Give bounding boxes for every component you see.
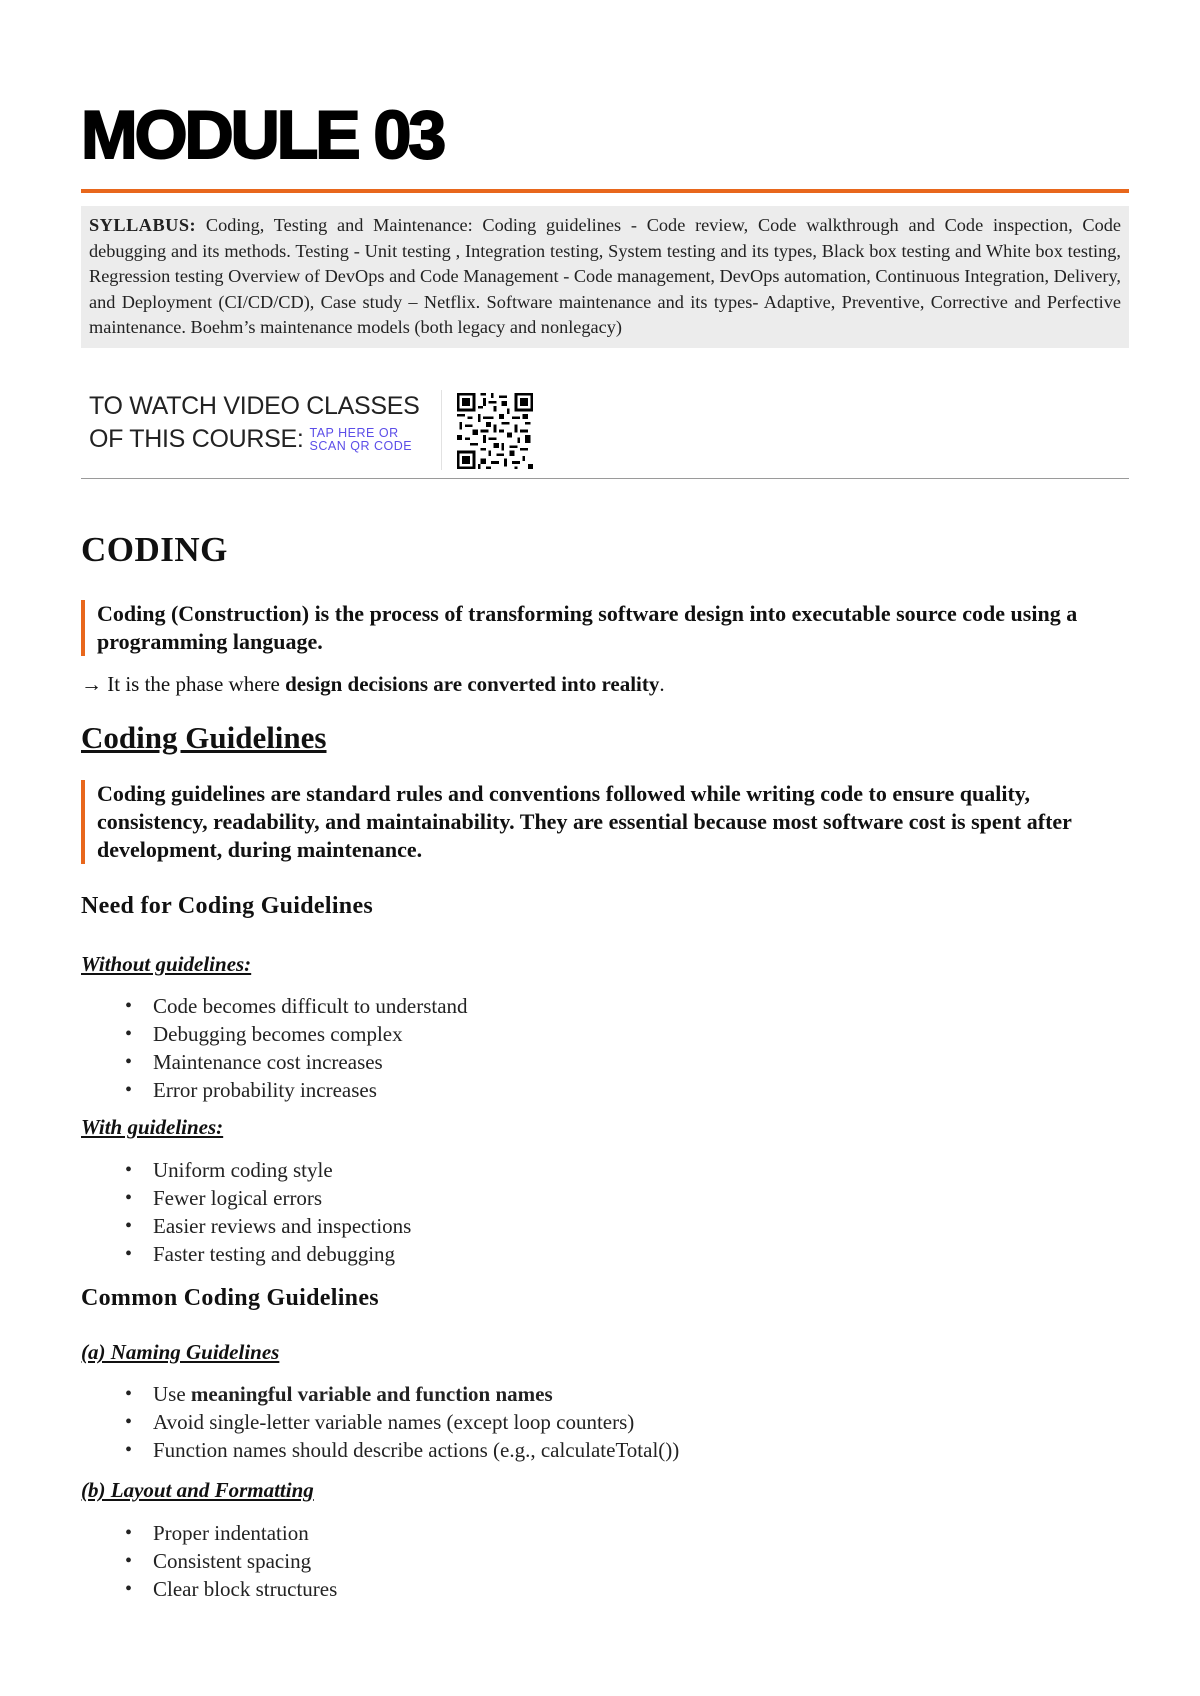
naming-item1-bold: meaningful variable and function names — [190, 1382, 553, 1406]
module-title: MODULE 03 — [81, 97, 444, 173]
coding-phase-note — [81, 670, 665, 698]
title-divider — [81, 189, 1129, 193]
syllabus-box — [81, 206, 1129, 348]
list-item: • Error probability increases — [125, 1076, 468, 1104]
list-item: • Easier reviews and inspections — [125, 1212, 411, 1240]
syllabus-text: Coding, Testing and Maintenance: Coding guidelines - Code review, Code walkthrough and Code inspection, Code debugging and its methods. Testing - Unit testing , Integration testing, System testing and its types, Black box testing and White box testing, Regression testing Overview of DevOps and Code Management - Code management, DevOps automation, Continuous Integration, Delivery, and Deployment (CI/CD/CD), Case study – Netflix. Software maintenance and its types- Adaptive, Preventive, Corrective and Perfective maintenance. Boehm’s maintenance models (both legacy and nonlegacy) — [89, 215, 1121, 337]
coding-guidelines-heading: Coding Guidelines — [81, 720, 327, 755]
without-guidelines-label: Without guidelines: — [81, 952, 252, 976]
list-item: • Faster testing and debugging — [125, 1240, 411, 1268]
list-item: • Uniform coding style — [125, 1156, 411, 1184]
list-item: • Proper indentation — [125, 1519, 337, 1547]
layout-formatting-list — [125, 1519, 337, 1603]
list-item: • Consistent spacing — [125, 1547, 337, 1575]
qr-code-icon[interactable] — [457, 393, 533, 469]
list-item: • Avoid single-letter variable names (except loop counters) — [125, 1408, 679, 1436]
banner-separator — [441, 390, 442, 470]
video-banner-line1: TO WATCH VIDEO CLASSES — [89, 392, 420, 420]
video-banner-line2: OF THIS COURSE: — [89, 425, 304, 453]
list-item: • Function names should describe actions (e.g., calculateTotal()) — [125, 1436, 679, 1464]
without-guidelines-list — [125, 992, 468, 1104]
coding-definition-callout: Coding (Construction) is the process of transforming software design into executable source code using a programming language. — [81, 600, 1127, 656]
guidelines-definition-callout: Coding guidelines are standard rules and conventions followed while writing code to ensure quality, consistency, readability, and maintainability. They are essential because most software cost is spent after development, during maintenance. — [81, 780, 1129, 864]
section-divider — [81, 478, 1129, 479]
list-item: • Debugging becomes complex — [125, 1020, 468, 1048]
common-guidelines-heading: Common Coding Guidelines — [81, 1285, 379, 1311]
list-item — [125, 1380, 679, 1408]
coding-heading: CODING — [81, 530, 228, 569]
phase-note-suffix: . — [659, 672, 665, 696]
layout-formatting-label: (b) Layout and Formatting — [81, 1478, 314, 1502]
list-item: • Fewer logical errors — [125, 1184, 411, 1212]
syllabus-label: SYLLABUS: — [89, 215, 197, 235]
tap-link-line2: SCAN QR CODE — [309, 438, 413, 453]
arrow-icon: → — [81, 672, 102, 696]
list-item: • Maintenance cost increases — [125, 1048, 468, 1076]
naming-guidelines-label: (a) Naming Guidelines — [81, 1340, 280, 1364]
with-guidelines-label: With guidelines: — [81, 1115, 224, 1139]
list-item: • Code becomes difficult to understand — [125, 992, 468, 1020]
video-classes-banner — [81, 390, 1129, 478]
phase-note-bold: design decisions are converted into reality — [285, 672, 660, 696]
need-for-guidelines-heading: Need for Coding Guidelines — [81, 893, 374, 919]
with-guidelines-list — [125, 1156, 411, 1268]
video-banner-text — [89, 390, 420, 456]
tap-link-line1: TAP HERE OR — [309, 425, 399, 440]
naming-item1-prefix: Use — [153, 1382, 191, 1406]
naming-guidelines-list — [125, 1380, 679, 1464]
list-item: • Clear block structures — [125, 1575, 337, 1603]
phase-note-prefix: It is the phase where — [107, 672, 286, 696]
tap-here-link[interactable] — [310, 427, 413, 453]
